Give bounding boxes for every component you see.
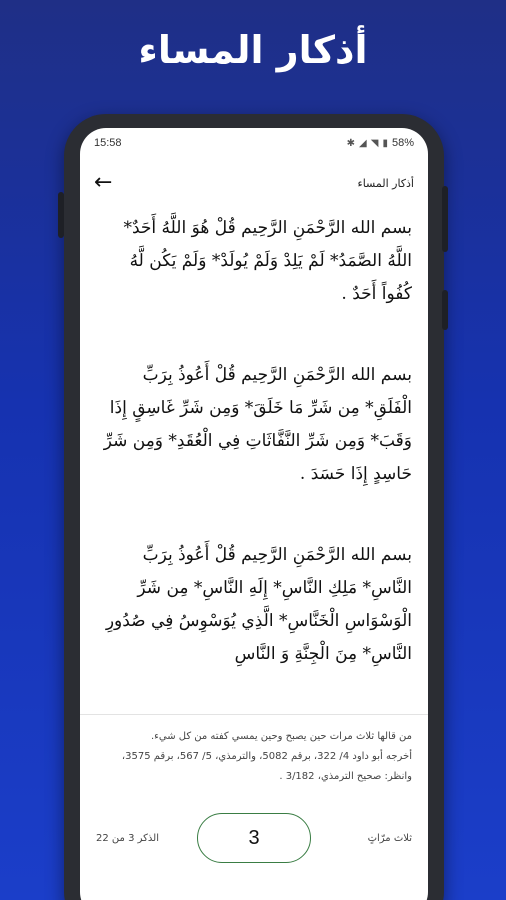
zikr-progress: الذكر 3 من 22 xyxy=(96,832,159,844)
promo-banner-title: أذكار المساء xyxy=(138,28,368,72)
repeat-count-label: ثلاث مرّاتٍ xyxy=(367,832,412,844)
zikr-footnote xyxy=(80,714,428,787)
zikr-text: بسم الله الرَّحْمَنِ الرَّحِيم قُلْ أَعُوذُ بِرَبِّ النَّاسِ* مَلِكِ النَّاسِ* إِلَهِ النَّاسِ* مِن شَرِّ الْوَسْوَاسِ الْخَنَّاسِ* الَّذِي يُوَسْوِسُ فِي صُدُورِ النَّاسِ* مِنَ الْجِنَّةِ وَ النَّاسِ xyxy=(105,545,412,664)
signal-icon: ◢ xyxy=(359,137,367,149)
bluetooth-icon: ✱ xyxy=(346,137,356,149)
azkar-content xyxy=(80,212,428,719)
page-title: أذكار المساء xyxy=(357,176,414,190)
back-arrow-icon[interactable]: ← xyxy=(94,170,113,195)
battery-percent: 58% xyxy=(391,137,414,149)
app-screen xyxy=(80,128,428,900)
battery-icon: ▮ xyxy=(382,137,388,149)
bottom-bar xyxy=(80,810,428,866)
app-bar xyxy=(80,166,428,200)
status-bar xyxy=(80,128,428,158)
footnote-virtue: من قالها ثلاث مرات حين يصبح وحين يمسي كفته من كل شيء. xyxy=(151,731,412,742)
zikr-text: بسم الله الرَّحْمَنِ الرَّحِيم قُلْ هُوَ اللَّهُ أَحَدٌ* اللَّهُ الصَّمَدُ* لَمْ يَلِدْ وَلَمْ يُولَدْ* وَلَمْ يَكُن لَّهُ كُفُواً أَحَدٌ . xyxy=(123,218,412,304)
zikr-text: بسم الله الرَّحْمَنِ الرَّحِيم قُلْ أَعُوذُ بِرَبِّ الْفَلَقِ* مِن شَرِّ مَا خَلَقَ* وَمِن شَرِّ غَاسِقٍ إِذَا وَقَبَ* وَمِن شَرِّ النَّفَّاثَاتِ فِي الْعُقَدِ* وَمِن شَرِّ حَاسِدٍ إِذَا حَسَدَ . xyxy=(103,365,412,484)
status-time: 15:58 xyxy=(94,137,122,149)
wifi-icon: ◥ xyxy=(370,137,379,149)
counter-button[interactable] xyxy=(197,813,311,863)
phone-side-button xyxy=(442,186,448,252)
phone-side-button xyxy=(442,290,448,330)
status-icons xyxy=(347,137,414,149)
phone-side-button xyxy=(58,192,64,238)
counter-value: 3 xyxy=(248,826,260,849)
footnote-reference: أخرجه أبو داود 4/ 322، برقم 5082، والترمذي، 5/ 567، برقم 3575، وانظر: صحيح الترمذي، 3/182 . xyxy=(121,751,412,782)
